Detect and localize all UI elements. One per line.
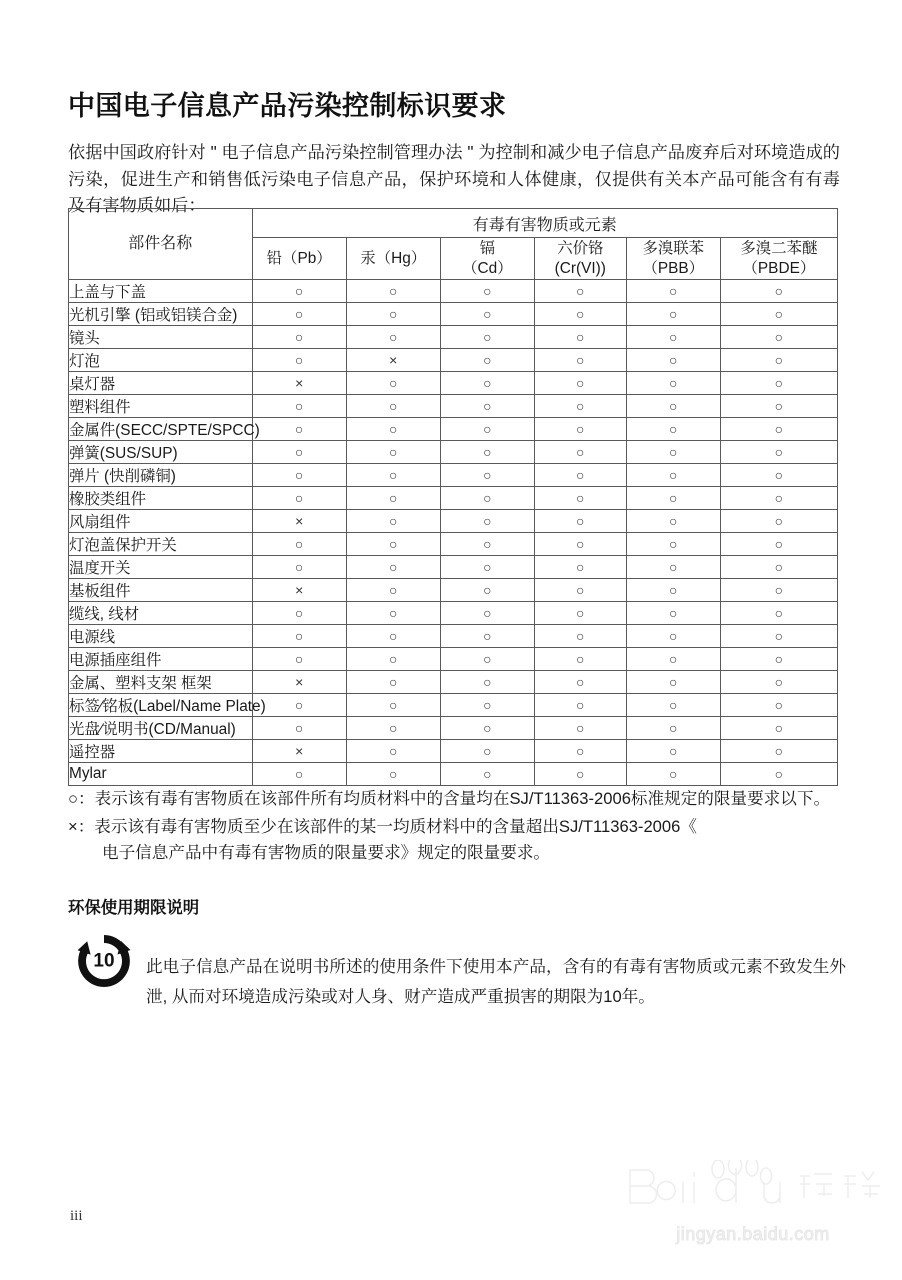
table-row [69,303,838,326]
svg-text:10: 10 [93,950,115,972]
table-cell-part-name: 温度开关 [69,556,253,579]
table-row [69,763,838,786]
table-cell-part-name: 光机引擎 (铝或铝镁合金) [69,303,253,326]
watermark-url: jingyan.baidu.com [676,1224,830,1244]
header-part-name: 部件名称 [69,209,253,280]
table-cell-symbol: ○ [346,280,440,303]
table-cell-symbol: ○ [346,510,440,533]
table-cell-symbol: ○ [534,763,626,786]
table-row [69,372,838,395]
table-cell-symbol: ○ [534,372,626,395]
page-title: 中国电子信息产品污染控制标识要求 [68,91,507,122]
header-substance-cd-line2: （Cd） [462,259,513,277]
table-cell-symbol: ○ [440,372,534,395]
table-cell-symbol: ○ [534,303,626,326]
header-substance-pb-line1: 铅（Pb） [266,249,332,267]
table-cell-symbol: ○ [626,717,720,740]
header-substance-crvi [534,238,626,280]
table-cell-symbol: ○ [626,763,720,786]
table-row [69,464,838,487]
table-row [69,648,838,671]
table-row [69,533,838,556]
table-cell-symbol: ○ [720,395,837,418]
table-cell-symbol: ○ [626,326,720,349]
epup-10-year-logo-icon [74,931,134,991]
table-cell-symbol: ○ [720,602,837,625]
table-cell-part-name: 电源线 [69,625,253,648]
epup-description: 此电子信息产品在说明书所述的使用条件下使用本产品，含有的有毒有害物质或元素不致发生外泄, 从而对环境造成污染或对人身、财产造成严重损害的期限为10年。 [146,956,846,1006]
baidu-logo-icon [618,1160,880,1212]
table-cell-symbol: × [252,510,346,533]
table-row [69,510,838,533]
table-cell-symbol: ○ [720,556,837,579]
hazardous-substances-table [68,208,838,786]
table-cell-symbol: ○ [720,441,837,464]
table-cell-symbol: ○ [534,602,626,625]
table-cell-symbol: ○ [626,487,720,510]
table-row [69,717,838,740]
table-cell-symbol: ○ [534,487,626,510]
table-cell-symbol: ○ [252,326,346,349]
table-cell-symbol: ○ [252,464,346,487]
table-cell-part-name: 弹片 (快削磷铜) [69,464,253,487]
table-cell-symbol: ○ [626,648,720,671]
table-row [69,395,838,418]
header-substance-pbb-line1: 多溴联苯 [642,239,705,257]
table-cell-symbol: ○ [720,418,837,441]
table-cell-symbol: ○ [440,602,534,625]
epup-heading: 环保使用期限说明 [68,899,200,917]
table-cell-symbol: ○ [534,556,626,579]
header-substance-cd [440,238,534,280]
table-cell-part-name: 遥控器 [69,740,253,763]
table-cell-symbol: ○ [252,533,346,556]
table-cell-symbol: ○ [720,372,837,395]
legend-note-circle: ○：表示该有毒有害物质在该部件所有均质材料中的含量均在SJ/T11363-2006标准规定的限量要求以下。 [68,789,831,808]
header-substance-pbb-line2: （PBB） [642,259,705,277]
table-row [69,349,838,372]
table-row [69,694,838,717]
table-cell-part-name: 标签∕铭板(Label/Name Plate) [69,694,253,717]
table-row [69,625,838,648]
header-substance-hg-line1: 汞（Hg） [360,249,427,267]
table-cell-symbol: ○ [626,602,720,625]
table-cell-symbol: ○ [252,487,346,510]
baidu-jingyan-watermark [618,1146,880,1250]
table-cell-part-name: 上盖与下盖 [69,280,253,303]
table-cell-symbol: ○ [440,280,534,303]
table-cell-symbol: ○ [534,533,626,556]
table-cell-symbol: ○ [720,303,837,326]
table-cell-symbol: ○ [440,671,534,694]
table-head [69,209,838,280]
table-cell-symbol: ○ [626,510,720,533]
table-cell-symbol: ○ [720,579,837,602]
table-cell-symbol: ○ [626,464,720,487]
table-cell-symbol: ○ [440,579,534,602]
table-cell-symbol: ○ [534,625,626,648]
table-cell-symbol: × [252,740,346,763]
table-cell-symbol: ○ [346,717,440,740]
table-cell-symbol: ○ [626,579,720,602]
table-cell-symbol: ○ [534,418,626,441]
table-cell-part-name: 塑料组件 [69,395,253,418]
table-cell-symbol: ○ [346,648,440,671]
table-cell-symbol: ○ [346,694,440,717]
table-cell-symbol: ○ [346,464,440,487]
table-cell-symbol: ○ [252,280,346,303]
table-cell-symbol: ○ [440,418,534,441]
table-cell-symbol: ○ [440,395,534,418]
table-cell-symbol: ○ [346,625,440,648]
table-cell-symbol: ○ [252,602,346,625]
table-cell-symbol: ○ [720,487,837,510]
table-cell-symbol: ○ [534,349,626,372]
table-row [69,556,838,579]
table-row [69,326,838,349]
table-cell-symbol: ○ [440,487,534,510]
table-cell-symbol: ○ [534,717,626,740]
table-cell-symbol: ○ [252,625,346,648]
table-cell-symbol: ○ [720,648,837,671]
table-row [69,579,838,602]
table-cell-symbol: × [252,372,346,395]
table-cell-part-name: 镜头 [69,326,253,349]
table-cell-part-name: 橡胶类组件 [69,487,253,510]
table-cell-symbol: ○ [346,372,440,395]
table-cell-symbol: ○ [534,740,626,763]
table-cell-symbol: ○ [626,556,720,579]
table-row [69,280,838,303]
table-cell-symbol: ○ [440,349,534,372]
table-cell-symbol: ○ [440,533,534,556]
table-cell-symbol: ○ [440,740,534,763]
table-cell-symbol: ○ [720,763,837,786]
header-substance-pbb [626,238,720,280]
table-cell-symbol: ○ [440,763,534,786]
table-cell-symbol: ○ [440,441,534,464]
header-substance-pbde-line2: （PBDE） [742,259,816,277]
table-cell-symbol: ○ [720,533,837,556]
table-row [69,602,838,625]
legend-notes [68,786,846,868]
table-cell-part-name: 灯泡盖保护开关 [69,533,253,556]
table-cell-symbol: ○ [626,280,720,303]
table-cell-symbol: ○ [440,694,534,717]
table-cell-symbol: ○ [720,464,837,487]
table-cell-symbol: ○ [346,303,440,326]
table-cell-symbol: ○ [626,349,720,372]
table-cell-symbol: ○ [346,326,440,349]
table-cell-symbol: ○ [252,441,346,464]
table-cell-symbol: ○ [626,418,720,441]
table-cell-symbol: ○ [252,694,346,717]
table-cell-symbol: ○ [720,671,837,694]
table-cell-symbol: ○ [626,740,720,763]
header-substance-hg [346,238,440,280]
table-cell-symbol: ○ [626,625,720,648]
table-header-group-row [69,209,838,238]
table-cell-symbol: ○ [534,395,626,418]
table-cell-part-name: Mylar [69,763,253,786]
legend-note-cross-line2: 电子信息产品中有毒有害物质的限量要求》规定的限量要求。 [102,843,551,862]
table-cell-symbol: ○ [346,602,440,625]
table-cell-symbol: ○ [346,533,440,556]
table-cell-symbol: ○ [346,579,440,602]
table-cell-symbol: ○ [346,763,440,786]
table-cell-symbol: ○ [252,349,346,372]
header-substance-pb [252,238,346,280]
table-cell-symbol: ○ [440,326,534,349]
table-cell-part-name: 灯泡 [69,349,253,372]
table-cell-symbol: ○ [252,556,346,579]
table-cell-symbol: ○ [626,372,720,395]
table-cell-symbol: ○ [720,510,837,533]
table-cell-part-name: 缆线, 线材 [69,602,253,625]
table-cell-symbol: ○ [626,671,720,694]
table-cell-symbol: × [252,671,346,694]
header-substance-group: 有毒有害物质或元素 [252,209,837,238]
table-cell-symbol: ○ [534,648,626,671]
table-cell-symbol: ○ [720,740,837,763]
table-cell-symbol: ○ [626,395,720,418]
table-cell-symbol: ○ [720,694,837,717]
table-cell-symbol: × [346,349,440,372]
table-cell-symbol: ○ [346,441,440,464]
table-cell-symbol: ○ [626,441,720,464]
table-cell-part-name: 光盘∕说明书(CD/Manual) [69,717,253,740]
table-cell-symbol: ○ [440,648,534,671]
table-row [69,418,838,441]
header-substance-crvi-line1: 六价铬 [557,239,604,257]
table-cell-symbol: ○ [626,694,720,717]
intro-paragraph: 依据中国政府针对 " 电子信息产品污染控制管理办法 " 为控制和减少电子信息产品废弃后对环境造成的污染，促进生产和销售低污染电子信息产品，保护环境和人体健康，仅提供有关本产品可能含有有毒及有害物质如后： [68,142,840,216]
table-cell-part-name: 电源插座组件 [69,648,253,671]
table-cell-symbol: ○ [440,556,534,579]
table-cell-symbol: ○ [534,464,626,487]
table-cell-symbol: ○ [720,280,837,303]
table-cell-symbol: ○ [346,556,440,579]
table-cell-symbol: ○ [440,464,534,487]
table-cell-part-name: 金属件(SECC/SPTE/SPCC) [69,418,253,441]
table-row [69,740,838,763]
table-cell-part-name: 桌灯器 [69,372,253,395]
table-body [69,280,838,786]
header-substance-crvi-line2: (Cr(VI)) [554,259,606,277]
table-cell-symbol: ○ [346,395,440,418]
table-cell-symbol: ○ [252,418,346,441]
table-cell-symbol: ○ [534,579,626,602]
table-cell-symbol: ○ [720,717,837,740]
table-cell-symbol: ○ [346,740,440,763]
table-row [69,487,838,510]
legend-note-cross [68,814,846,866]
table-cell-symbol: ○ [440,625,534,648]
table-cell-symbol: ○ [626,533,720,556]
table-cell-symbol: ○ [534,280,626,303]
table-cell-symbol: ○ [534,694,626,717]
table-cell-symbol: ○ [534,326,626,349]
table-cell-symbol: ○ [534,441,626,464]
legend-note-cross-line1: ×：表示该有毒有害物质至少在该部件的某一均质材料中的含量超出SJ/T11363-2006《 [68,817,697,836]
table-row [69,441,838,464]
table-cell-symbol: ○ [252,395,346,418]
table-cell-symbol: ○ [252,763,346,786]
table-cell-symbol: ○ [346,671,440,694]
table-cell-part-name: 金属、塑料支架 框架 [69,671,253,694]
table-cell-symbol: ○ [252,303,346,326]
table-cell-symbol: ○ [346,487,440,510]
table-row [69,671,838,694]
table-cell-symbol: ○ [534,671,626,694]
table-cell-symbol: ○ [720,625,837,648]
table-cell-symbol: ○ [440,717,534,740]
table-cell-symbol: ○ [720,326,837,349]
table-cell-symbol: ○ [252,648,346,671]
page-number: iii [70,1208,83,1224]
table-cell-symbol: × [252,579,346,602]
table-cell-part-name: 风扇组件 [69,510,253,533]
table-cell-symbol: ○ [534,510,626,533]
table-cell-symbol: ○ [252,717,346,740]
header-substance-cd-line1: 镉 [479,239,496,257]
table-cell-part-name: 基板组件 [69,579,253,602]
table-cell-symbol: ○ [440,510,534,533]
table-cell-symbol: ○ [720,349,837,372]
table-cell-symbol: ○ [626,303,720,326]
table-cell-symbol: ○ [440,303,534,326]
header-substance-pbde-line1: 多溴二苯醚 [740,239,818,257]
table-cell-symbol: ○ [346,418,440,441]
table-cell-part-name: 弹簧(SUS/SUP) [69,441,253,464]
header-substance-pbde [720,238,837,280]
